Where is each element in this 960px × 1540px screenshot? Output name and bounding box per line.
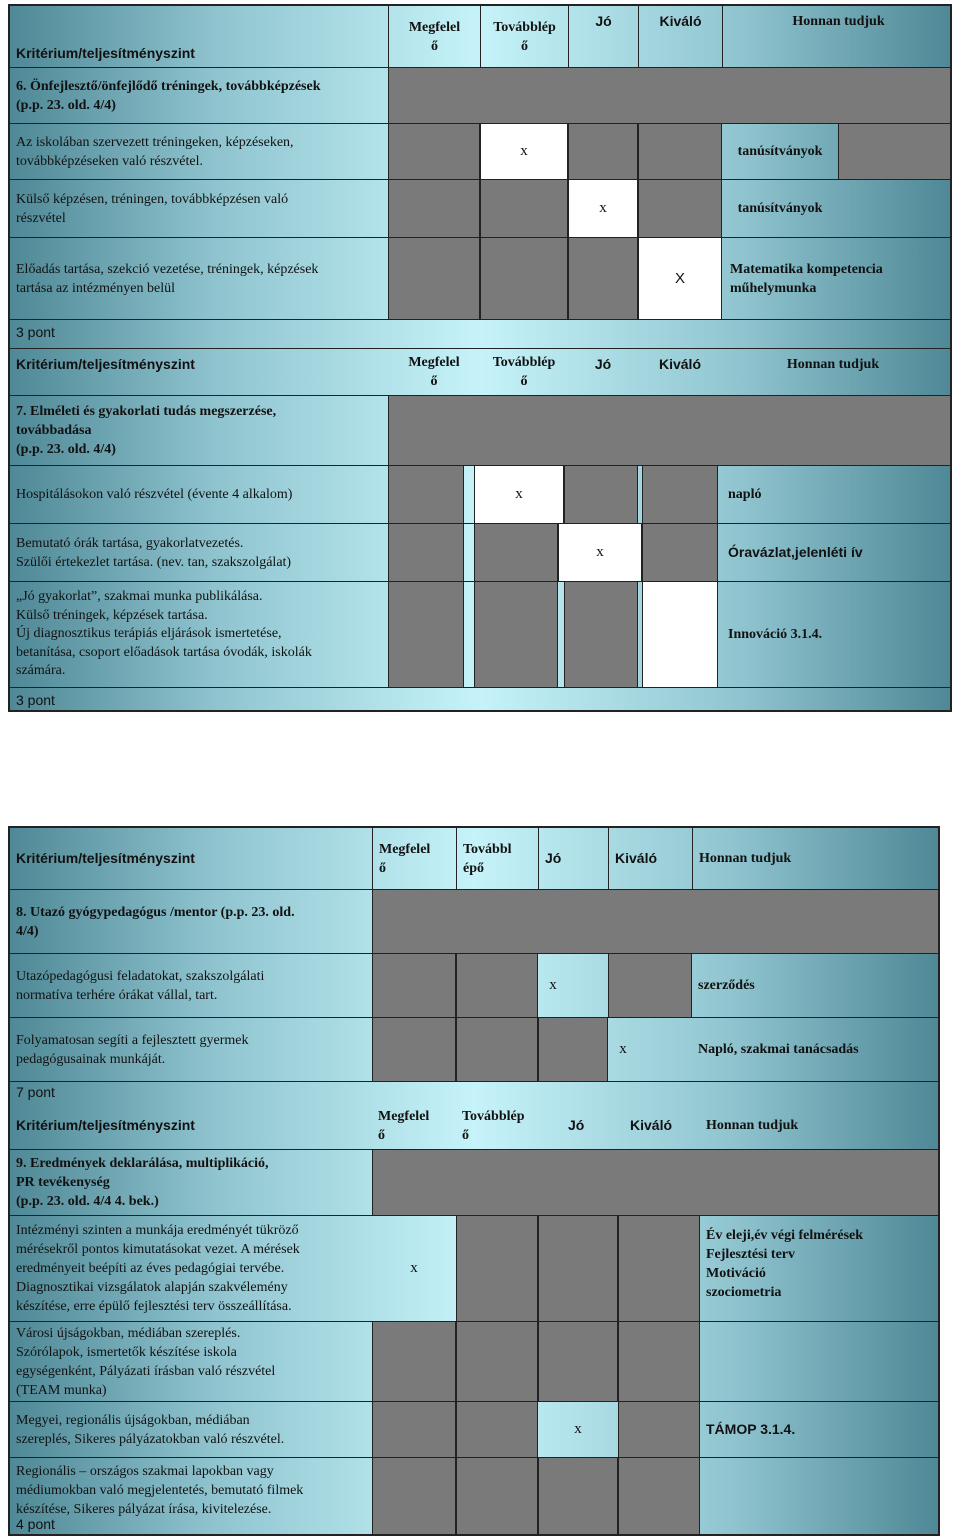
- header-jo-9: Jó: [568, 1117, 585, 1133]
- header-tovabblepo-9: Továbblép ő: [462, 1108, 525, 1143]
- section8-row-1-text: Utazópedagógusi feladatokat, szakszolgálati normatíva terhére órákat vállal, tart.: [16, 968, 265, 1003]
- section8-row-1-kivalo: [608, 954, 692, 1017]
- section9-row-2-megfelelo: [372, 1322, 456, 1401]
- header-honnan-7: Honnan tudjuk: [786, 357, 880, 372]
- section7-row-1-jo: [564, 466, 638, 523]
- section9-row-2-source: [700, 1322, 940, 1401]
- section9-row-1-mark: x: [410, 1260, 418, 1276]
- header-row-6: [10, 6, 950, 68]
- section9-row-3-source: TÁMOP 3.1.4.: [706, 1421, 796, 1437]
- section6-row-3-text: Előadás tartása, szekció vezetése, tréningek, képzések tartása az intézményen belül: [16, 261, 319, 296]
- section7-row-2-source: Óravázlat,jelenléti ív: [728, 544, 863, 560]
- section6-row-2: [10, 180, 950, 238]
- section6-row-3-megfelelo: [388, 238, 480, 319]
- section6-title: 6. Önfejlesztő/önfejlődő tréningek, továbbképzések (p.p. 23. old. 4/4): [16, 78, 321, 113]
- section9-row-2-text: Városi újságokban, médiában szereplés. Szórólapok, ismertetők készítése iskola egységenként, Pályázati írásban való részvétel (TEAM munka): [16, 1325, 276, 1398]
- section7-points: 3 pont: [16, 692, 55, 708]
- section6-row-1-source: tanúsítványok: [737, 144, 823, 159]
- section6-row-3-source: Matematika kompetencia műhelymunka: [730, 261, 883, 296]
- section7-row-1: [10, 466, 950, 524]
- section7-row-1-source: napló: [728, 487, 762, 502]
- header-megfelelo-7: Megfelel ő: [408, 355, 460, 389]
- header-tovabblepo: Továbblép ő: [480, 6, 568, 67]
- section9-row-1-tovabblepo: [456, 1216, 538, 1321]
- section6-row-1-mark: x: [480, 124, 568, 179]
- section8-title-fill: [372, 890, 940, 953]
- section7-row-3-tovabblepo: [474, 582, 558, 687]
- section6-row-1-fill: [838, 124, 952, 179]
- header-megfelelo-8: Megfelel ő: [372, 828, 456, 889]
- section6-row-3-jo: [568, 238, 638, 319]
- section6-title-row: [10, 68, 950, 124]
- section9-row-3-mark: x: [574, 1421, 582, 1437]
- section6-row-2-mark: x: [568, 180, 638, 237]
- header-megfelelo: Megfelel ő: [388, 6, 480, 67]
- header-jo: Jó: [568, 6, 638, 67]
- section7-row-2-mark: x: [558, 524, 642, 581]
- header-criterion: Kritérium/teljesítményszint: [16, 45, 195, 61]
- section9-row-3-text: Megyei, regionális újságokban, médiában szereplés, Sikeres pályázatokban való részvétel.: [16, 1412, 285, 1447]
- header-honnan-9: Honnan tudjuk: [706, 1118, 799, 1133]
- section6-row-2-kivalo: [638, 180, 722, 237]
- section6-row-3-mark: X: [638, 238, 722, 319]
- header-kivalo-7: Kiváló: [658, 356, 701, 372]
- header-kivalo: Kiváló: [638, 6, 722, 67]
- section7-row-2: [10, 524, 950, 582]
- section6-row-3: [10, 238, 950, 320]
- section8-row-2-source: Napló, szakmai tanácsadás: [698, 1042, 859, 1057]
- section7-row-1-mark: x: [474, 466, 564, 523]
- section9-title-fill: [372, 1150, 940, 1215]
- section8-points: 7 pont: [16, 1084, 55, 1100]
- header-megfelelo-9: Megfelel ő: [378, 1108, 430, 1143]
- section7-title: 7. Elméleti és gyakorlati tudás megszerzése, továbbadása (p.p. 23. old. 4/4): [16, 404, 277, 457]
- section6-title-fill: [388, 68, 952, 123]
- section6-row-3-tovabblepo: [480, 238, 568, 319]
- header-criterion-8: Kritérium/teljesítményszint: [16, 850, 195, 866]
- section6-row-1-megfelelo: [388, 124, 480, 179]
- section8-row-2-jo: [538, 1018, 608, 1081]
- section9-row-1: [10, 1216, 938, 1322]
- section7-title-row: [10, 396, 950, 466]
- section9-row-1-jo: [538, 1216, 618, 1321]
- header-kivalo-8: Kiváló: [608, 828, 692, 889]
- section9-title-row: [10, 1150, 938, 1216]
- section9-row-2: [10, 1322, 938, 1402]
- section8-row-1: [10, 954, 938, 1018]
- section6-row-2-source: tanúsítványok: [737, 201, 823, 216]
- section8-row-2-tovabblepo: [456, 1018, 538, 1081]
- section8-row-2-text: Folyamatosan segíti a fejlesztett gyermek pedagógusainak munkáját.: [16, 1032, 249, 1067]
- section8-row-1-source: szerződés: [698, 978, 755, 993]
- section7-row-3-mark: [642, 582, 718, 687]
- section9-row-4-text: Regionális – országos szakmai lapokban vagy médiumokban való megjelentetés, bemutató filmek készítése, Sikeres pályázat írása, kivitelezése.: [16, 1464, 304, 1517]
- section9-row-2-jo: [538, 1322, 618, 1401]
- section7-row-1-text: Hospitálásokon való részvétel (évente 4 alkalom): [16, 487, 293, 502]
- section9-row-1-source: Év eleji,év végi felmérések Fejlesztési terv Motiváció szociometria: [706, 1228, 864, 1300]
- section7-row-3-text: „Jó gyakorlat”, szakmai munka publikálása. Külső tréningek, képzések tartása. Új diagnosztikus terápiás eljárások ismertetése, betanítása, csoport előadások tartása óvodák, iskolák számára.: [16, 589, 312, 679]
- section6-row-2-text: Külső képzésen, tréningen, továbbképzésen való részvétel: [16, 191, 289, 226]
- section7-row-3: [10, 582, 950, 688]
- section7-row-3-jo: [564, 582, 638, 687]
- section8-row-2-megfelelo: [372, 1018, 456, 1081]
- section8-row-2: [10, 1018, 938, 1082]
- section6-row-1-jo: [568, 124, 638, 179]
- section8-title-row: [10, 890, 938, 954]
- header-criterion-7: Kritérium/teljesítményszint: [16, 356, 195, 372]
- header-honnan: Honnan tudjuk: [722, 6, 952, 67]
- header-kivalo-9: Kiváló: [630, 1117, 673, 1133]
- header-tovabblepo-7: Továbblép ő: [492, 355, 556, 389]
- section7-row-2-tovabblepo: [474, 524, 558, 581]
- section9-row-3-megfelelo: [372, 1402, 456, 1457]
- section9-title: 9. Eredmények deklarálása, multiplikáció, PR tevékenység (p.p. 23. old. 4/4 4. bek.): [16, 1156, 269, 1209]
- header-row-7: [10, 348, 950, 396]
- section6-row-1: [10, 124, 950, 180]
- header-row-9: [10, 1102, 938, 1150]
- section6-row-1-text: Az iskolában szervezett tréningeken, képzéseken, továbbképzéseken való részvétel.: [16, 134, 294, 169]
- section7-row-3-source: Innováció 3.1.4.: [728, 627, 823, 642]
- header-honnan-8: Honnan tudjuk: [692, 828, 940, 889]
- section6-row-2-fill: [838, 180, 952, 237]
- section9-row-3: [10, 1402, 938, 1458]
- section8-row-2-mark: x: [619, 1041, 627, 1057]
- section7-row-3-megfelelo: [388, 582, 464, 687]
- header-tovabblepo-8: Továbbl épő: [456, 828, 538, 889]
- section8-row-1-megfelelo: [372, 954, 456, 1017]
- section9-row-1-kivalo: [618, 1216, 700, 1321]
- section9-row-3-tovabblepo: [456, 1402, 538, 1457]
- header-row-8: [10, 828, 938, 890]
- section8-title: 8. Utazó gyógypedagógus /mentor (p.p. 23. old. 4/4): [16, 904, 295, 939]
- section7-row-1-megfelelo: [388, 466, 464, 523]
- section7-row-1-kivalo: [642, 466, 718, 523]
- section9-row-3-kivalo: [618, 1402, 700, 1457]
- section6-row-2-tovabblepo: [480, 180, 568, 237]
- section6-row-2-megfelelo: [388, 180, 480, 237]
- section9-row-2-kivalo: [618, 1322, 700, 1401]
- criteria-table-top: [8, 4, 952, 712]
- section6-points: 3 pont: [16, 324, 55, 340]
- header-jo-8: Jó: [538, 828, 608, 889]
- criteria-table-bottom: [8, 826, 940, 1536]
- section7-row-2-text: Bemutató órák tartása, gyakorlatvezetés. Szülői értekezlet tartása. (nev. tan, szakszolgálat): [16, 535, 292, 570]
- section7-row-2-megfelelo: [388, 524, 464, 581]
- section7-row-2-kivalo: [642, 524, 718, 581]
- section9-row-1-text: Intézményi szinten a munkája eredményét tükröző mérésekről pontos kimutatásokat vezet. A mérések eredményeit beépíti az éves pedagógiai tervébe. Diagnosztikai vizsgálatok alapján szakvélemény készítése, erre épülő fejlesztési terv összeállítása.: [16, 1223, 300, 1314]
- section9-row-2-tovabblepo: [456, 1322, 538, 1401]
- section7-title-fill: [388, 396, 952, 465]
- header-criterion-9: Kritérium/teljesítményszint: [16, 1117, 195, 1133]
- section8-row-1-tovabblepo: [456, 954, 538, 1017]
- header-jo-7: Jó: [594, 356, 612, 372]
- section8-row-1-mark: x: [549, 977, 557, 993]
- section6-row-1-kivalo: [638, 124, 722, 179]
- section9-points: 4 pont: [16, 1516, 55, 1532]
